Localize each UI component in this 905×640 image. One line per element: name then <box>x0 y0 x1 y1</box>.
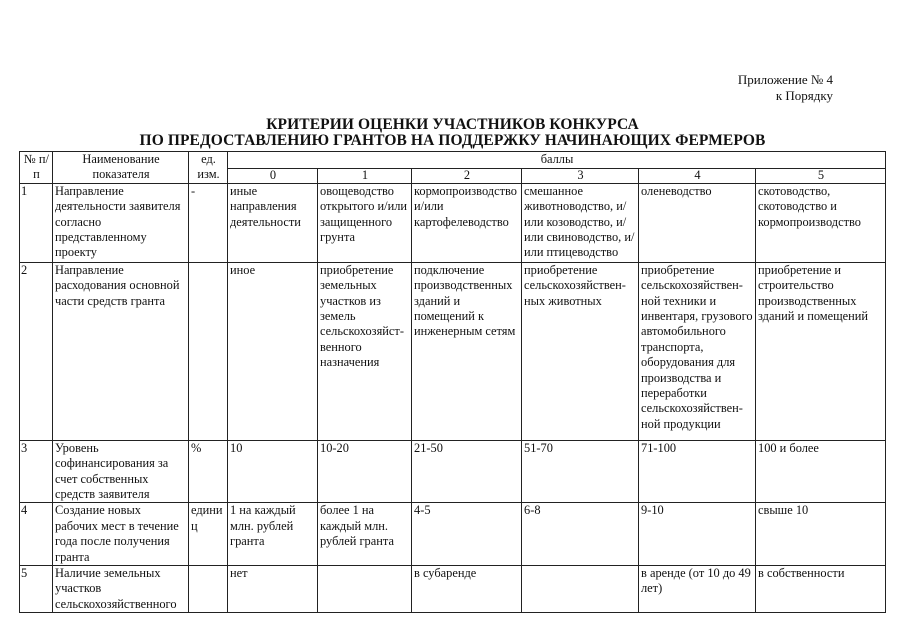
score-cell-2: кормопроизводство и/или картофелеводство <box>412 183 522 262</box>
header-score-group: баллы <box>228 152 886 169</box>
score-cell-3: 6-8 <box>522 503 639 566</box>
row-unit: едини ц <box>189 503 228 566</box>
score-cell-0: 1 на каждый млн. рублей гранта <box>228 503 318 566</box>
score-cell-5: скотоводство, скотоводство и кормопроизводство <box>756 183 886 262</box>
score-cell-1: приобретение земельных участков из земель сельскохозяйст-венного назначения <box>318 262 412 440</box>
score-cell-3: приобретение сельскохозяйствен-ных животных <box>522 262 639 440</box>
score-cell-1: более 1 на каждый млн. рублей гранта <box>318 503 412 566</box>
score-cell-4: в аренде (от 10 до 49 лет) <box>639 566 756 613</box>
row-name: Создание новых рабочих мест в течение года после получения гранта <box>53 503 189 566</box>
score-cell-2: в субаренде <box>412 566 522 613</box>
row-unit <box>189 566 228 613</box>
header-score-4: 4 <box>639 169 756 184</box>
header-unit: ед. изм. <box>189 152 228 184</box>
score-cell-2: 21-50 <box>412 440 522 503</box>
header-score-5: 5 <box>756 169 886 184</box>
score-cell-2: подключение производственных зданий и помещений к инженерным сетям <box>412 262 522 440</box>
score-cell-3 <box>522 566 639 613</box>
row-num: 2 <box>20 262 53 440</box>
score-cell-5: приобретение и строительство производственных зданий и помещений <box>756 262 886 440</box>
score-cell-0: 10 <box>228 440 318 503</box>
score-cell-3: смешанное животноводство, и/или козоводство, и/или свиноводство, и/или птицеводство <box>522 183 639 262</box>
row-num: 4 <box>20 503 53 566</box>
score-cell-5: свыше 10 <box>756 503 886 566</box>
document-title-line-2: ПО ПРЕДОСТАВЛЕНИЮ ГРАНТОВ НА ПОДДЕРЖКУ НАЧИНАЮЩИХ ФЕРМЕРОВ <box>139 132 766 149</box>
document-title-line-1: КРИТЕРИИ ОЦЕНКИ УЧАСТНИКОВ КОНКУРСА <box>266 116 639 133</box>
table-row <box>20 183 886 262</box>
score-cell-0: иное <box>228 262 318 440</box>
score-cell-4: оленеводство <box>639 183 756 262</box>
table-row <box>20 440 886 503</box>
header-score-3: 3 <box>522 169 639 184</box>
row-name: Направление расходования основной части средств гранта <box>53 262 189 440</box>
row-num: 1 <box>20 183 53 262</box>
score-cell-5: 100 и более <box>756 440 886 503</box>
row-unit: - <box>189 183 228 262</box>
score-cell-1: 10-20 <box>318 440 412 503</box>
header-num: № п/п <box>20 152 53 184</box>
row-name: Направление деятельности заявителя согласно представленному проекту <box>53 183 189 262</box>
row-name: Наличие земельных участков сельскохозяйственного <box>53 566 189 613</box>
score-cell-2: 4-5 <box>412 503 522 566</box>
annex-line-order: к Порядку <box>775 88 833 103</box>
score-cell-4: приобретение сельскохозяйствен-ной техники и инвентаря, грузового автомобильного транспорта, оборудования для производства и переработки сельскохозяйствен-ной продукции <box>639 262 756 440</box>
row-unit: % <box>189 440 228 503</box>
score-cell-3: 51-70 <box>522 440 639 503</box>
score-cell-1: овощеводство открытого и/или защищенного грунта <box>318 183 412 262</box>
score-cell-0: нет <box>228 566 318 613</box>
row-name: Уровень софинансирования за счет собственных средств заявителя <box>53 440 189 503</box>
header-score-0: 0 <box>228 169 318 184</box>
annex-note <box>738 72 833 104</box>
score-cell-5: в собственности <box>756 566 886 613</box>
header-name: Наименование показателя <box>53 152 189 184</box>
header-score-2: 2 <box>412 169 522 184</box>
header-row-main <box>20 152 886 169</box>
row-num: 3 <box>20 440 53 503</box>
row-unit <box>189 262 228 440</box>
row-num: 5 <box>20 566 53 613</box>
score-cell-4: 71-100 <box>639 440 756 503</box>
table-row <box>20 566 886 613</box>
score-cell-0: иные направления деятельности <box>228 183 318 262</box>
table-row <box>20 262 886 440</box>
criteria-table <box>19 151 886 613</box>
annex-line-number: Приложение № 4 <box>737 72 833 87</box>
header-score-1: 1 <box>318 169 412 184</box>
score-cell-4: 9-10 <box>639 503 756 566</box>
table-row <box>20 503 886 566</box>
score-cell-1 <box>318 566 412 613</box>
